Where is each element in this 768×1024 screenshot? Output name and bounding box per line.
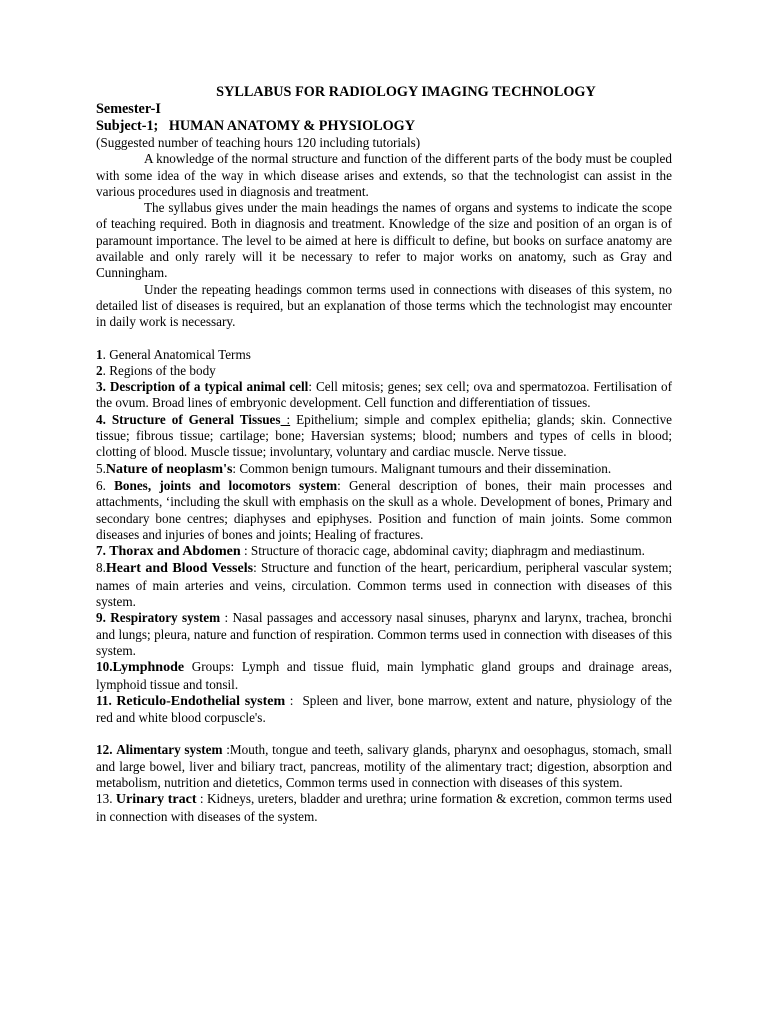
item-heading: Thorax and Abdomen — [109, 544, 241, 560]
syllabus-item-12 — [96, 742, 672, 791]
item-body: Groups: Lymph and tissue fluid, main lymphatic gland groups and drainage areas, lymphoid tissue and tonsil. — [96, 659, 672, 692]
item-heading: Urinary tract — [115, 792, 197, 808]
intro-paragraph-1: A knowledge of the normal structure and function of the different parts of the body must be coupled with some idea of the way in which disease arises and extends, so that the technologist can assist in the various procedures used in diagnosis and treatment. — [96, 151, 672, 199]
page-title: SYLLABUS FOR RADIOLOGY IMAGING TECHNOLOGY — [216, 84, 596, 100]
item-number: 4. — [96, 411, 106, 427]
syllabus-item-13: 13. Urinary tract : Kidneys, ureters, bladder and urethra; urine formation & excretion, common terms used in connection with diseases of the system. — [96, 791, 672, 824]
item-heading: Heart and Blood Vessels — [105, 561, 254, 577]
item-body: Epithelium; simple and complex epithelia; glands; skin. Connective tissue; fibrous tissue; cartilage; bone; Haversian systems; blood; numbers and types of cells in blood; clotting of blood. Muscle tissue; involuntary, voluntary and cardiac muscle. Nerve tissue. — [96, 411, 673, 460]
item-heading: Structure of General Tissues — [111, 411, 281, 427]
item-number: 5 — [96, 460, 103, 476]
item-heading: Description of a typical animal cell — [109, 379, 309, 395]
subject-heading: Subject-1; HUMAN ANATOMY & PHYSIOLOGY — [96, 118, 415, 134]
item-heading: Respiratory system — [110, 610, 221, 626]
item-body: : Nasal passages and accessory nasal sinuses, pharynx and larynx, trachea, bronchi and lungs; pleura, nature and function of respiration. Common terms used in connection with diseases of this system. — [96, 610, 672, 658]
item-heading: Reticulo-Endothelial system — [116, 693, 286, 709]
item-body: : General description of bones, their main processes and attachments, ‘including the skull with emphasis on the skull as a whole. Development of bones, Primary and secondary bone centres; diaphyses and epiphyses. Position and function of main joints. Some common diseases and injuries of bones and joints; Healing of fractures. — [96, 477, 673, 542]
syllabus-item-5: 5.Nature of neoplasm's: Common benign tumours. Malignant tumours and their dissemination. — [96, 460, 612, 477]
item-body: : Structure of thoracic cage, abdominal cavity; diaphragm and mediastinum. — [240, 543, 645, 559]
item-body: : Common benign tumours. Malignant tumours and their dissemination. — [232, 460, 612, 476]
item-number: 12. — [96, 742, 113, 758]
item-number: 1 — [96, 346, 103, 362]
semester-heading: Semester-I — [96, 101, 161, 117]
syllabus-item-8: 8.Heart and Blood Vessels: Structure and function of the heart, pericardium, peripheral vascular system; names of main arteries and veins, circulation. Common terms used in connection with diseases of this system. — [96, 560, 672, 610]
syllabus-item-4 — [96, 412, 672, 461]
item-number: 11. — [96, 692, 112, 708]
syllabus-item-10 — [96, 659, 672, 693]
item-body: Regions of the body — [109, 362, 216, 378]
intro-paragraph-2: The syllabus gives under the main headings the names of organs and systems to indicate the scope of teaching required. Both in diagnosis and treatment. Knowledge of the size and position of an organ is of paramount importance. The level to be aimed at here is difficult to define, but books on surface anatomy are available and only rarely will it be necessary to refer to major works on anatomy, such as Gray and Cunningham. — [96, 200, 672, 281]
item-number: 2 — [96, 362, 103, 378]
syllabus-item-11 — [96, 692, 676, 727]
syllabus-item-1: 1. General Anatomical Terms — [96, 346, 251, 362]
item-heading: Lymphnode — [112, 660, 185, 676]
item-number: 13 — [96, 791, 110, 807]
item-body: : Kidneys, ureters, bladder and urethra; urine formation & excretion, common terms used in connection with diseases of the system. — [96, 791, 672, 824]
syllabus-item-7 — [96, 543, 672, 560]
item-colon: : — [280, 411, 291, 427]
item-heading: Alimentary system — [116, 742, 223, 758]
spacer — [96, 726, 672, 742]
item-heading: Bones, joints and locomotors system — [114, 477, 338, 493]
syllabus-item-6: 6. Bones, joints and locomotors system: General description of bones, their main processes and attachments, ‘including the skull with emphasis on the skull as a whole. Development of bones, Primary and secondary bone centres; diaphyses and epiphyses. Position and function of main joints. Some common diseases and injuries of bones and joints; Healing of fractures. — [96, 477, 673, 542]
item-body: General Anatomical Terms — [109, 346, 251, 362]
intro-paragraph-3: Under the repeating headings common terms used in connections with diseases of this system, no detailed list of diseases is required, but an explanation of those terms which the technologist may encounter in daily work is necessary. — [96, 281, 672, 330]
teaching-hours-note: (Suggested number of teaching hours 120 including tutorials) — [96, 135, 421, 150]
item-body: :Mouth, tongue and teeth, salivary glands, pharynx and oesophagus, stomach, small and large bowel, liver and biliary tract, pancreas, motility of the alimentary tract; digestion, absorption and metabolism, nutrition and dietetics, Common terms used in connection with diseases of this system. — [96, 742, 673, 790]
item-number: 9. — [96, 610, 106, 626]
item-number: 8 — [96, 560, 103, 576]
item-body: : Structure and function of the heart, pericardium, peripheral vascular system; names of main arteries and veins, circulation. Common terms used in connection with diseases of this system. — [96, 560, 672, 610]
syllabus-item-3 — [96, 379, 672, 412]
item-body: : Cell mitosis; genes; sex cell; ova and spermatozoa. Fertilisation of the ovum. Broad lines of embryonic development. Cell function and differentiation of tissues. — [96, 379, 672, 411]
item-number: 10. — [96, 659, 113, 675]
item-number: 3. — [96, 379, 106, 395]
item-heading: Nature of neoplasm's — [105, 461, 233, 477]
spacer — [96, 331, 672, 347]
item-number: 7. — [96, 543, 106, 559]
syllabus-item-9 — [96, 610, 672, 659]
syllabus-item-2: 2. Regions of the body — [96, 362, 216, 378]
item-body: : Spleen and liver, bone marrow, extent and nature, physiology of the red and white blood corpuscle's. — [96, 692, 676, 726]
item-number: 6 — [96, 477, 103, 493]
